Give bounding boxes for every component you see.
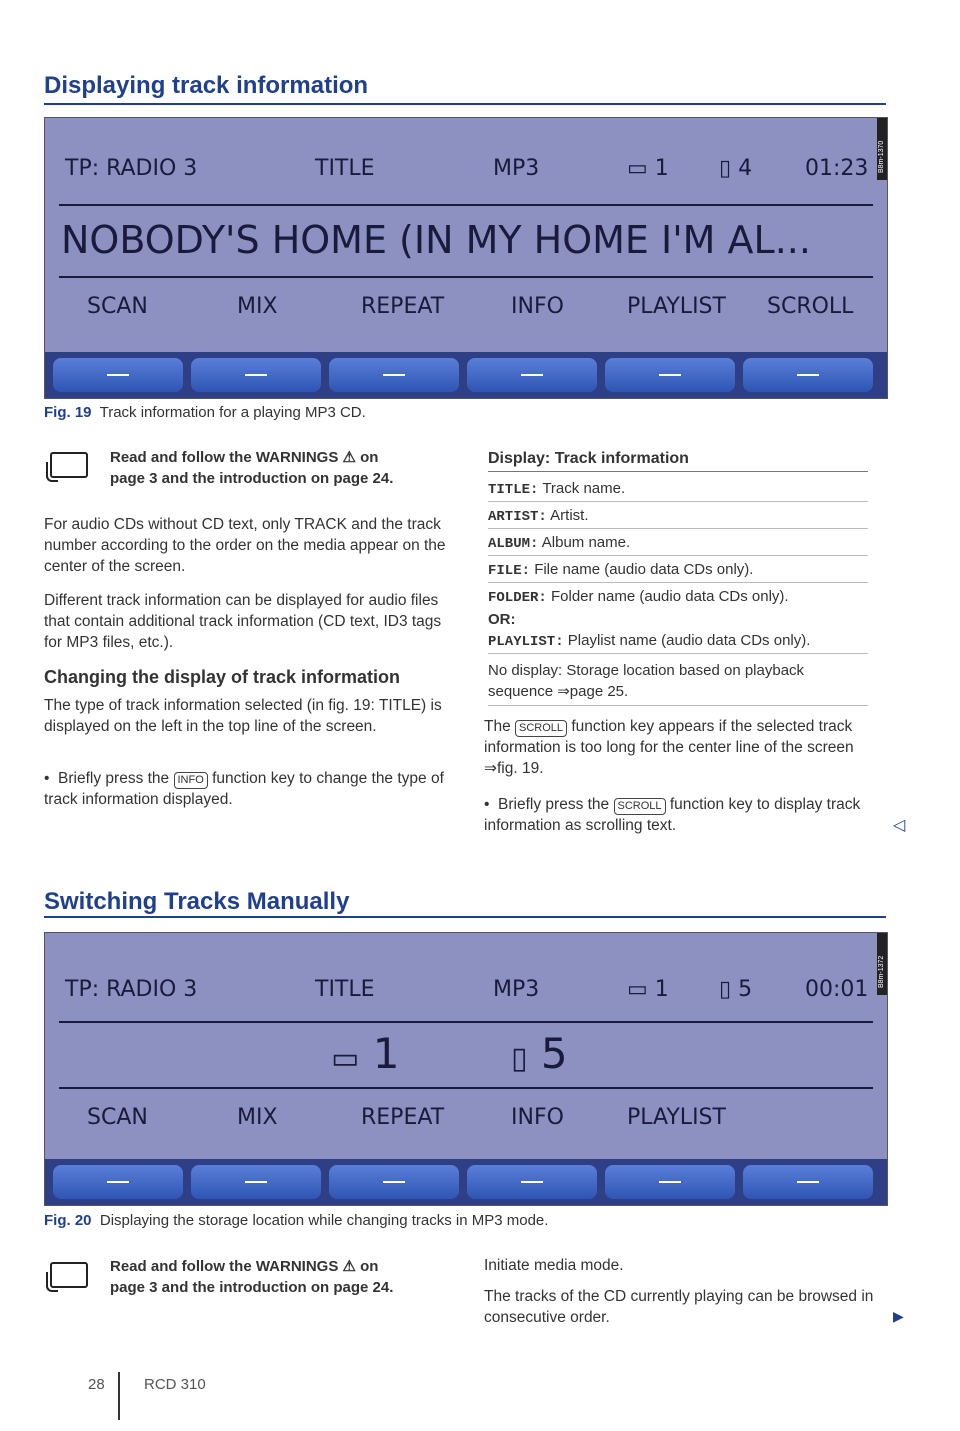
key-label-scroll: SCROLL (767, 294, 854, 319)
function-key-2[interactable] (191, 358, 321, 392)
heading-rule (44, 103, 886, 105)
track-title: NOBODY'S HOME (IN MY HOME I'M AL... (61, 218, 811, 262)
function-key-bar (45, 1159, 887, 1205)
section-title: Switching Tracks Manually (44, 888, 350, 915)
figure-code: B8m-1372 (877, 933, 887, 995)
paragraph: Different track information can be displayed for audio files that contain additional track information (CD text, ID3 tags for MP3 files, etc.). (44, 592, 442, 651)
end-mark-icon: ◁ (893, 817, 906, 834)
table-header: Display: Track information (488, 450, 868, 472)
function-key-3[interactable] (329, 1165, 459, 1199)
track-icon: ▯ (719, 156, 732, 181)
function-key-4[interactable] (467, 358, 597, 392)
function-key-5[interactable] (605, 358, 735, 392)
paragraph: Initiate media mode. (484, 1257, 624, 1274)
book-icon (50, 1262, 88, 1288)
page-number: 28 (88, 1376, 105, 1393)
section-title: Displaying track information (44, 72, 369, 99)
folder-indicator: ▭ 1 (627, 977, 669, 1002)
key-label-playlist: PLAYLIST (627, 1105, 726, 1130)
info-key: INFO (174, 772, 208, 789)
track-icon: ▯ (719, 977, 732, 1002)
fig20-display (44, 932, 888, 1206)
paragraph: The tracks of the CD currently playing can be browsed in consecutive order. (484, 1288, 874, 1326)
scroll-key: SCROLL (515, 720, 567, 737)
scroll-key: SCROLL (614, 798, 666, 815)
key-label-repeat: REPEAT (361, 1105, 445, 1130)
function-key-bar (45, 352, 887, 398)
key-label-mix: MIX (237, 1105, 278, 1130)
function-key-3[interactable] (329, 358, 459, 392)
function-key-4[interactable] (467, 1165, 597, 1199)
key-label-repeat: REPEAT (361, 294, 445, 319)
folder-icon: ▭ (331, 1041, 360, 1076)
footer-divider (118, 1372, 120, 1420)
folder-icon: ▭ (627, 977, 648, 1002)
table-row: TITLE: Track name. (488, 480, 868, 502)
key-label-info: INFO (511, 1105, 564, 1130)
function-key-2[interactable] (191, 1165, 321, 1199)
table-row: PLAYLIST: Playlist name (audio data CDs only). (488, 632, 868, 654)
track-indicator: ▯ 4 (719, 156, 753, 181)
paragraph: The type of track information selected (in fig. 19: TITLE) is displayed on the left in the top line of the screen. (44, 697, 442, 735)
source-label: TP: RADIO 3 (65, 156, 198, 181)
format-label: MP3 (493, 977, 540, 1002)
warnings-note: Read and follow the WARNINGS ⚠ on page 3 and the introduction on page 24. (110, 449, 394, 487)
figure-code: B8m-1370 (877, 118, 887, 180)
table-row: No display: Storage location based on playback sequence ⇒page 25. (488, 660, 868, 706)
function-key-1[interactable] (53, 1165, 183, 1199)
key-label-playlist: PLAYLIST (627, 294, 726, 319)
track-indicator: ▯ 5 (719, 977, 753, 1002)
function-key-6[interactable] (743, 1165, 873, 1199)
function-key-5[interactable] (605, 1165, 735, 1199)
fig19-display (44, 117, 888, 399)
table-or: OR: (488, 611, 516, 628)
key-label-scan: SCAN (87, 1105, 148, 1130)
instruction-bullet: • Briefly press the SCROLL function key to display track information as scrolling text. (484, 796, 861, 834)
center-track: ▯ 5 (511, 1029, 568, 1078)
key-label-info: INFO (511, 294, 564, 319)
folder-indicator: ▭ 1 (627, 156, 669, 181)
function-key-6[interactable] (743, 358, 873, 392)
format-label: MP3 (493, 156, 540, 181)
time-label: 00:01 (805, 977, 869, 1002)
warning-triangle-icon: ⚠ (342, 1258, 356, 1275)
paragraph: For audio CDs without CD text, only TRACK and the track number according to the order on the media appear on the center of the screen. (44, 516, 446, 575)
heading-rule (44, 916, 886, 918)
table-row: ARTIST: Artist. (488, 507, 868, 529)
source-label: TP: RADIO 3 (65, 977, 198, 1002)
warnings-note: Read and follow the WARNINGS ⚠ on page 3 and the introduction on page 24. (110, 1258, 394, 1296)
subheading: Changing the display of track information (44, 667, 401, 687)
warning-triangle-icon: ⚠ (342, 449, 356, 466)
track-icon: ▯ (511, 1041, 528, 1076)
key-label-scan: SCAN (87, 294, 148, 319)
function-key-1[interactable] (53, 358, 183, 392)
continue-arrow-icon: ▶ (893, 1308, 904, 1324)
folder-icon: ▭ (627, 156, 648, 181)
instruction-bullet: • Briefly press the INFO function key to change the type of track information displayed. (44, 770, 444, 808)
fig19-caption: Fig. 19 Track information for a playing MP3 CD. (44, 404, 366, 421)
book-icon (50, 452, 88, 478)
center-folder: ▭ 1 (331, 1029, 400, 1078)
paragraph: The SCROLL function key appears if the selected track information is too long for the center line of the screen ⇒fig. 19. (484, 718, 854, 777)
key-label-mix: MIX (237, 294, 278, 319)
table-row: FILE: File name (audio data CDs only). (488, 561, 868, 583)
time-label: 01:23 (805, 156, 869, 181)
table-row: FOLDER: Folder name (audio data CDs only). (488, 588, 789, 606)
mode-label: TITLE (315, 156, 375, 181)
mode-label: TITLE (315, 977, 375, 1002)
manual-model: RCD 310 (144, 1376, 206, 1393)
fig20-caption: Fig. 20 Displaying the storage location while changing tracks in MP3 mode. (44, 1212, 549, 1229)
table-row: ALBUM: Album name. (488, 534, 868, 556)
